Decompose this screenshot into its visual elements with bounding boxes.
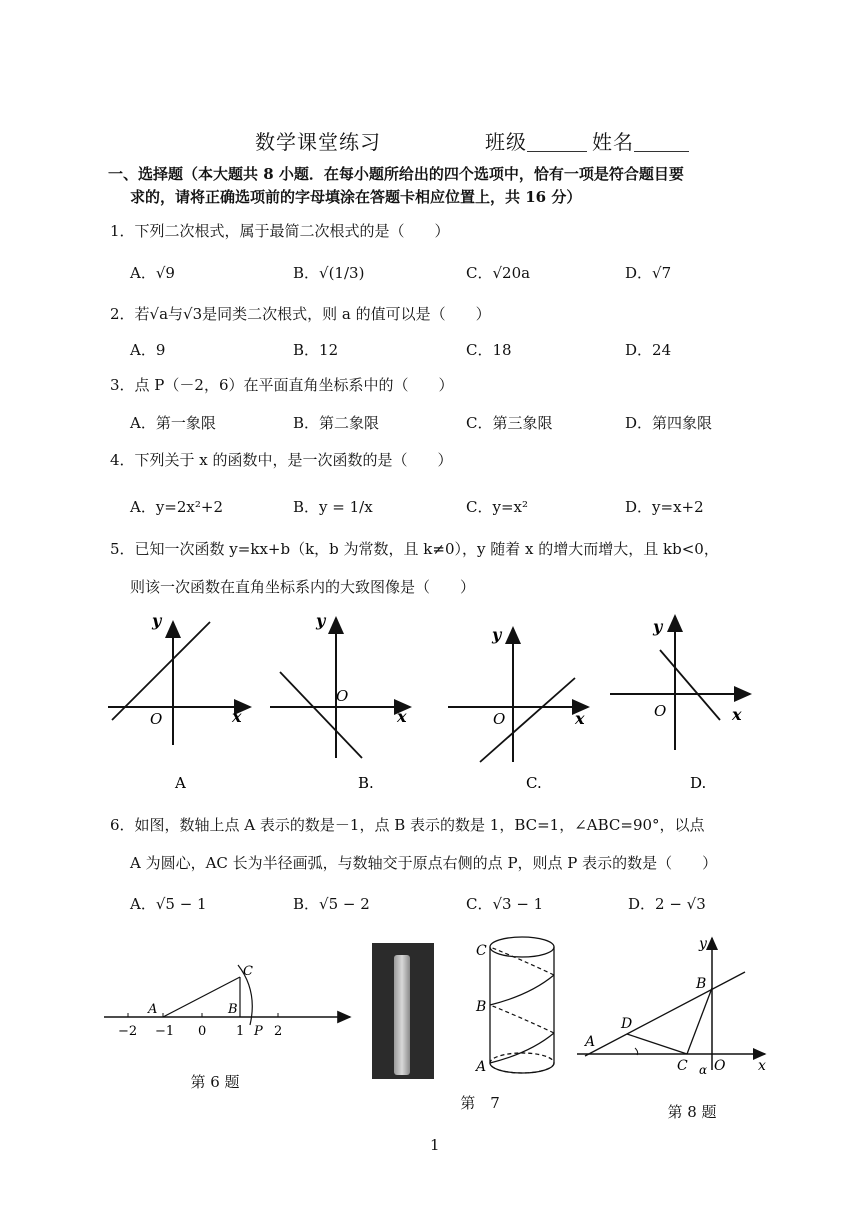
question-1-stem: 1．下列二次根式，属于最简二次根式的是（ ） — [110, 222, 450, 240]
q1-option-a[interactable]: A．√9 — [130, 264, 175, 282]
fig6-point-b: B — [228, 1002, 238, 1017]
q2-option-c[interactable]: C．18 — [466, 341, 512, 359]
fig6-tick-1: 1 — [236, 1024, 245, 1039]
q4-option-a[interactable]: A．y=2x²+2 — [130, 498, 224, 516]
class-label: 班级 — [485, 130, 527, 154]
graph-a-x-label: x — [232, 707, 242, 726]
q6-option-c[interactable]: C．√3 − 1 — [466, 895, 544, 913]
q3-option-c[interactable]: C．第三象限 — [466, 414, 553, 432]
fig8-point-b: B — [696, 976, 707, 992]
q5-graphs — [100, 610, 760, 795]
graph-c[interactable] — [448, 625, 588, 792]
figure-8-diagram — [575, 930, 775, 1080]
fig7-point-c: C — [476, 943, 487, 959]
fig8-origin: O — [714, 1058, 726, 1074]
q6-option-a[interactable]: A．√5 − 1 — [130, 895, 207, 913]
graph-d-x-label: x — [732, 705, 742, 724]
name-blank — [634, 133, 689, 152]
fig7-point-a: A — [476, 1059, 487, 1075]
fig6-tick-0: 0 — [198, 1024, 207, 1039]
section-heading-line2: 求的，请将正确选项前的字母填涂在答题卡相应位置上，共 16 分） — [130, 188, 582, 206]
q6-option-d[interactable]: D．2 − √3 — [628, 895, 706, 913]
graph-b-origin: O — [336, 687, 349, 705]
q3-option-d[interactable]: D．第四象限 — [625, 414, 713, 432]
fig8-point-c: C — [677, 1058, 688, 1074]
class-field — [485, 126, 587, 155]
q2-option-d[interactable]: D．24 — [625, 341, 672, 359]
question-5-stem-line1: 5．已知一次函数 y=kx+b（k，b 为常数，且 k≠0），y 随着 x 的增大而增大，且 kb<0， — [110, 540, 719, 558]
graph-b-y-label: y — [316, 611, 326, 630]
q6-option-b[interactable]: B．√5 − 2 — [293, 895, 370, 913]
name-field — [592, 126, 689, 155]
fig8-y-label: y — [699, 936, 707, 952]
graph-b-x-label: x — [397, 707, 407, 726]
figure-6-number-line — [100, 955, 360, 1045]
q4-option-c[interactable]: C．y=x² — [466, 498, 528, 516]
q1-option-b[interactable]: B．√(1/3) — [293, 264, 365, 282]
graph-c-caption: C. — [526, 774, 542, 792]
q3-option-a[interactable]: A．第一象限 — [130, 414, 216, 432]
graph-d-caption: D. — [690, 774, 707, 792]
graph-a[interactable] — [108, 611, 250, 792]
fig8-x-label: x — [758, 1058, 766, 1074]
graph-c-y-label: y — [492, 625, 502, 644]
graph-c-x-label: x — [575, 709, 585, 728]
figure-6-caption: 第 6 题 — [190, 1073, 240, 1091]
question-4-stem: 4．下列关于 x 的函数中，是一次函数的是（ ） — [110, 451, 453, 469]
fig8-point-d: D — [621, 1016, 633, 1032]
fig6-point-c: C — [243, 964, 253, 979]
graph-a-caption: A — [175, 774, 186, 792]
class-blank — [527, 133, 587, 152]
fig8-angle-alpha: α — [699, 1063, 708, 1077]
question-6-stem-line2: A 为圆心，AC 长为半径画弧，与数轴交于原点右侧的点 P，则点 P 表示的数是（ ） — [130, 854, 718, 872]
q1-option-c[interactable]: C．√20a — [466, 264, 531, 282]
question-6-stem-line1: 6．如图，数轴上点 A 表示的数是－1，点 B 表示的数是 1，BC=1，∠ABC=90°，以点 — [110, 816, 705, 834]
fig6-tick-neg1: −1 — [155, 1024, 175, 1039]
fig6-point-p: P — [254, 1024, 263, 1039]
q4-option-d[interactable]: D．y=x+2 — [625, 498, 704, 516]
question-2-stem: 2．若√a与√3是同类二次根式，则 a 的值可以是（ ） — [110, 305, 491, 323]
page-number: 1 — [430, 1136, 440, 1154]
question-3-stem: 3．点 P（－2，6）在平面直角坐标系中的（ ） — [110, 376, 454, 394]
name-label: 姓名 — [592, 130, 634, 154]
fig6-point-a: A — [148, 1002, 158, 1017]
page-title: 数学课堂练习 — [255, 130, 381, 154]
q4-option-b[interactable]: B．y = 1/x — [293, 498, 373, 516]
graph-b-caption: B. — [358, 774, 374, 792]
section-heading-line1: 一、选择题（本大题共 8 小题．在每小题所给出的四个选项中，恰有一项是符合题目要 — [108, 165, 684, 183]
graph-d[interactable] — [610, 616, 750, 792]
fig8-point-a: A — [585, 1034, 596, 1050]
q3-option-b[interactable]: B．第二象限 — [293, 414, 380, 432]
fig6-tick-2: 2 — [274, 1024, 283, 1039]
q1-option-d[interactable]: D．√7 — [625, 264, 672, 282]
graph-c-origin: O — [493, 710, 506, 728]
figure-7-caption: 第 7 — [460, 1094, 500, 1112]
fig7-point-b: B — [476, 999, 487, 1015]
graph-a-origin: O — [150, 710, 163, 728]
graph-a-y-label: y — [152, 611, 162, 630]
column-photo — [372, 943, 434, 1079]
question-5-stem-line2: 则该一次函数在直角坐标系内的大致图像是（ ） — [130, 578, 476, 596]
graph-d-y-label: y — [653, 617, 663, 636]
fig6-tick-neg2: −2 — [118, 1024, 138, 1039]
graph-b[interactable] — [270, 611, 410, 792]
figure-8-caption: 第 8 题 — [667, 1103, 717, 1121]
q2-option-b[interactable]: B．12 — [293, 341, 339, 359]
figure-7-cylinder — [470, 925, 570, 1085]
q2-option-a[interactable]: A．9 — [130, 341, 166, 359]
graph-d-origin: O — [654, 702, 667, 720]
